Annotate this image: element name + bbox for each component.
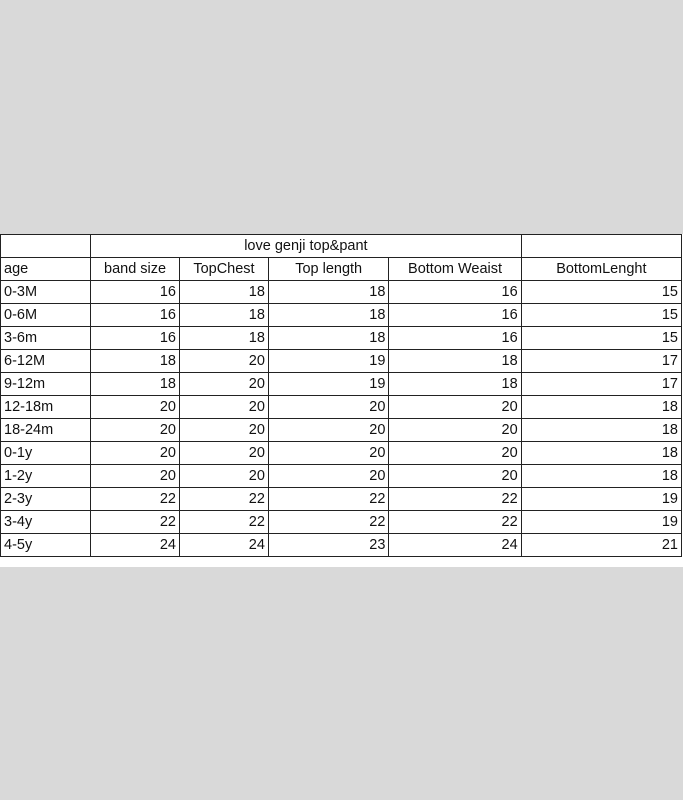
cell-band-size: 16 [91, 304, 180, 327]
cell-age: 2-3y [1, 488, 91, 511]
cell-age: 12-18m [1, 396, 91, 419]
cell-age: 0-3M [1, 281, 91, 304]
cell-top-chest: 18 [180, 327, 269, 350]
cell-band-size: 22 [91, 511, 180, 534]
cell-bottom-waist: 20 [389, 396, 521, 419]
cell-age: 0-1y [1, 442, 91, 465]
cell-top-length: 19 [268, 350, 389, 373]
cell-top-chest: 20 [180, 419, 269, 442]
header-top-length: Top length [268, 258, 389, 281]
cell-band-size: 16 [91, 327, 180, 350]
cell-bottom-length: 18 [521, 442, 681, 465]
cell-top-chest: 20 [180, 465, 269, 488]
cell-top-length: 20 [268, 442, 389, 465]
cell-top-length: 19 [268, 373, 389, 396]
cell-top-length: 22 [268, 488, 389, 511]
cell-band-size: 18 [91, 373, 180, 396]
cell-bottom-waist: 20 [389, 419, 521, 442]
title-row-blank-left [1, 235, 91, 258]
cell-bottom-length: 15 [521, 281, 681, 304]
cell-top-length: 18 [268, 281, 389, 304]
table-row [1, 327, 682, 350]
table-row [1, 488, 682, 511]
cell-bottom-length: 21 [521, 534, 681, 557]
cell-band-size: 16 [91, 281, 180, 304]
cell-bottom-length: 15 [521, 327, 681, 350]
table-row [1, 373, 682, 396]
cell-bottom-waist: 22 [389, 488, 521, 511]
table-row [1, 442, 682, 465]
table-row [1, 281, 682, 304]
size-chart-table [0, 234, 682, 557]
table-row [1, 534, 682, 557]
cell-bottom-waist: 20 [389, 442, 521, 465]
table-row [1, 511, 682, 534]
cell-top-chest: 22 [180, 511, 269, 534]
cell-top-chest: 20 [180, 442, 269, 465]
cell-top-length: 23 [268, 534, 389, 557]
cell-bottom-length: 19 [521, 488, 681, 511]
cell-bottom-length: 18 [521, 419, 681, 442]
cell-age: 18-24m [1, 419, 91, 442]
cell-bottom-length: 17 [521, 373, 681, 396]
table-row [1, 465, 682, 488]
header-age: age [1, 258, 91, 281]
cell-bottom-waist: 18 [389, 350, 521, 373]
cell-top-chest: 24 [180, 534, 269, 557]
cell-bottom-waist: 16 [389, 304, 521, 327]
cell-top-chest: 20 [180, 350, 269, 373]
cell-band-size: 20 [91, 442, 180, 465]
cell-top-length: 18 [268, 304, 389, 327]
header-bottom-length: BottomLenght [521, 258, 681, 281]
cell-age: 1-2y [1, 465, 91, 488]
cell-top-chest: 18 [180, 304, 269, 327]
cell-age: 0-6M [1, 304, 91, 327]
cell-bottom-waist: 16 [389, 281, 521, 304]
cell-age: 3-4y [1, 511, 91, 534]
cell-bottom-length: 17 [521, 350, 681, 373]
header-bottom-waist: Bottom Weaist [389, 258, 521, 281]
cell-bottom-length: 15 [521, 304, 681, 327]
title-row-blank-right [521, 235, 681, 258]
cell-bottom-length: 19 [521, 511, 681, 534]
cell-band-size: 20 [91, 419, 180, 442]
cell-band-size: 18 [91, 350, 180, 373]
cell-band-size: 20 [91, 396, 180, 419]
table-row [1, 304, 682, 327]
table-row [1, 396, 682, 419]
cell-bottom-length: 18 [521, 465, 681, 488]
cell-age: 9-12m [1, 373, 91, 396]
cell-top-length: 22 [268, 511, 389, 534]
cell-bottom-waist: 22 [389, 511, 521, 534]
header-band-size: band size [91, 258, 180, 281]
table-row [1, 419, 682, 442]
cell-bottom-length: 18 [521, 396, 681, 419]
cell-bottom-waist: 18 [389, 373, 521, 396]
title-row [1, 235, 682, 258]
header-top-chest: TopChest [180, 258, 269, 281]
cell-top-chest: 20 [180, 396, 269, 419]
cell-age: 6-12M [1, 350, 91, 373]
cell-band-size: 24 [91, 534, 180, 557]
table-title: love genji top&pant [91, 235, 522, 258]
cell-bottom-waist: 24 [389, 534, 521, 557]
table-row [1, 350, 682, 373]
cell-age: 4-5y [1, 534, 91, 557]
cell-top-chest: 18 [180, 281, 269, 304]
cell-top-length: 20 [268, 465, 389, 488]
cell-top-length: 20 [268, 396, 389, 419]
cell-top-length: 18 [268, 327, 389, 350]
cell-band-size: 22 [91, 488, 180, 511]
cell-bottom-waist: 20 [389, 465, 521, 488]
cell-top-chest: 22 [180, 488, 269, 511]
cell-top-chest: 20 [180, 373, 269, 396]
cell-age: 3-6m [1, 327, 91, 350]
cell-bottom-waist: 16 [389, 327, 521, 350]
cell-top-length: 20 [268, 419, 389, 442]
header-row [1, 258, 682, 281]
size-chart-sheet [0, 234, 683, 567]
cell-band-size: 20 [91, 465, 180, 488]
